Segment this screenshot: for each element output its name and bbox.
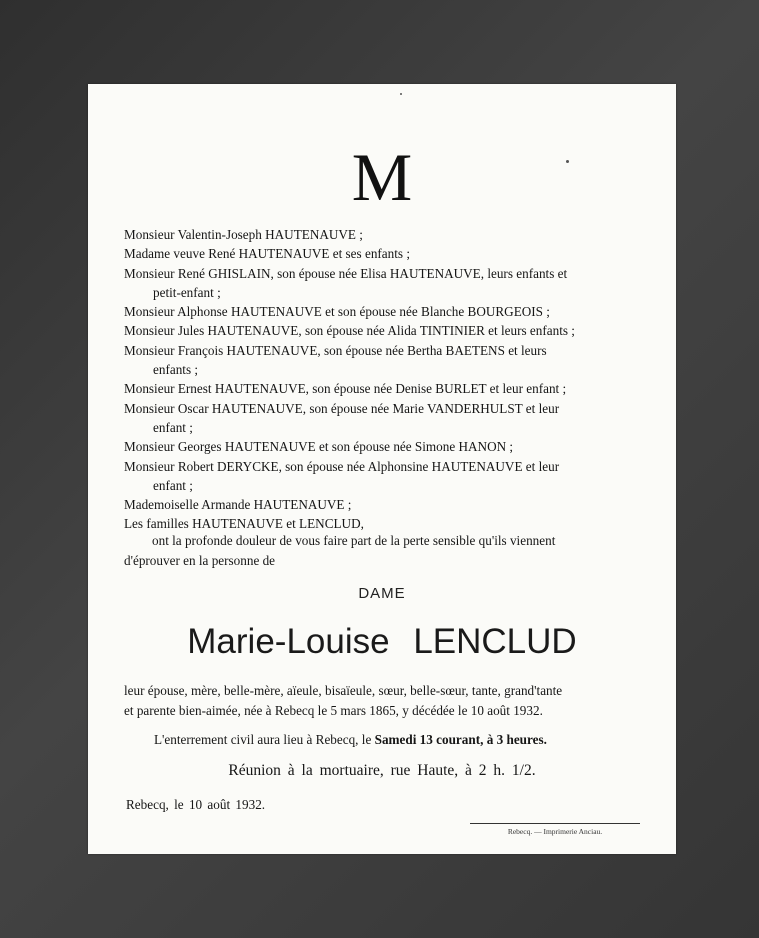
relation-line-1: leur épouse, mère, belle-mère, aïeule, bisaïeule, sœur, belle-sœur, tante, grand'tante xyxy=(124,683,563,698)
scan-speck xyxy=(566,160,569,163)
monogram-initial: M xyxy=(351,139,413,215)
printer-credit: Rebecq. — Imprimerie Anciau. xyxy=(507,827,603,836)
funeral-when: Samedi 13 courant, à 3 heures. xyxy=(374,732,547,747)
family-line-continuation: enfant ; xyxy=(153,477,193,493)
family-line: Monsieur François HAUTENAUVE, son épouse née Bertha BAETENS et leurs xyxy=(124,342,547,358)
family-line: Monsieur Valentin-Joseph HAUTENAUVE ; xyxy=(124,227,363,242)
relation-text xyxy=(124,681,642,721)
announcement-line-1: ont la profonde douleur de vous faire part de la perte sensible qu'ils viennent xyxy=(152,533,556,548)
family-line: Monsieur René GHISLAIN, son épouse née Elisa HAUTENAUVE, leurs enfants et xyxy=(124,265,568,281)
printer-divider xyxy=(470,823,640,824)
reunion-info: Réunion à la mortuaire, rue Haute, à 2 h. 1/2. xyxy=(228,762,536,779)
family-line: Monsieur Oscar HAUTENAUVE, son épouse née Marie VANDERHULST et leur xyxy=(124,400,560,416)
family-line: Madame veuve René HAUTENAUVE et ses enfants ; xyxy=(124,246,411,262)
funeral-info xyxy=(154,732,654,748)
family-line: Monsieur Robert DERYCKE, son épouse née Alphonsine HAUTENAUVE et leur xyxy=(124,458,560,474)
announcement-text xyxy=(124,531,640,570)
family-line: Mademoiselle Armande HAUTENAUVE ; xyxy=(124,497,352,513)
family-line: Monsieur Georges HAUTENAUVE et son épouse née Simone HANON ; xyxy=(124,439,514,455)
family-line: Monsieur Alphonse HAUTENAUVE et son épouse née Blanche BOURGEOIS ; xyxy=(124,304,550,320)
family-line: Monsieur Jules HAUTENAUVE, son épouse née Alida TINTINIER et leurs enfants ; xyxy=(124,323,575,339)
funeral-intro: L'enterrement civil aura lieu à Rebecq, le xyxy=(154,732,372,747)
announcement-line-2: d'éprouver en la personne de xyxy=(124,552,276,568)
scan-speck xyxy=(400,93,402,95)
family-list xyxy=(124,225,644,534)
family-line: Monsieur Ernest HAUTENAUVE, son épouse née Denise BURLET et leur enfant ; xyxy=(124,381,567,397)
relation-line-2: et parente bien-aimée, née à Rebecq le 5 mars 1865, y décédée le 10 août 1932. xyxy=(124,703,543,718)
family-line-continuation: enfant ; xyxy=(153,419,193,435)
deceased-name: Marie-Louise LENCLUD xyxy=(187,622,577,661)
family-line: Les familles HAUTENAUVE et LENCLUD, xyxy=(124,516,364,532)
place-and-date: Rebecq, le 10 août 1932. xyxy=(126,797,266,812)
family-line-continuation: petit-enfant ; xyxy=(153,284,221,300)
family-line-continuation: enfants ; xyxy=(153,362,199,378)
death-notice-card xyxy=(88,84,676,854)
title-word: DAME xyxy=(358,585,406,602)
